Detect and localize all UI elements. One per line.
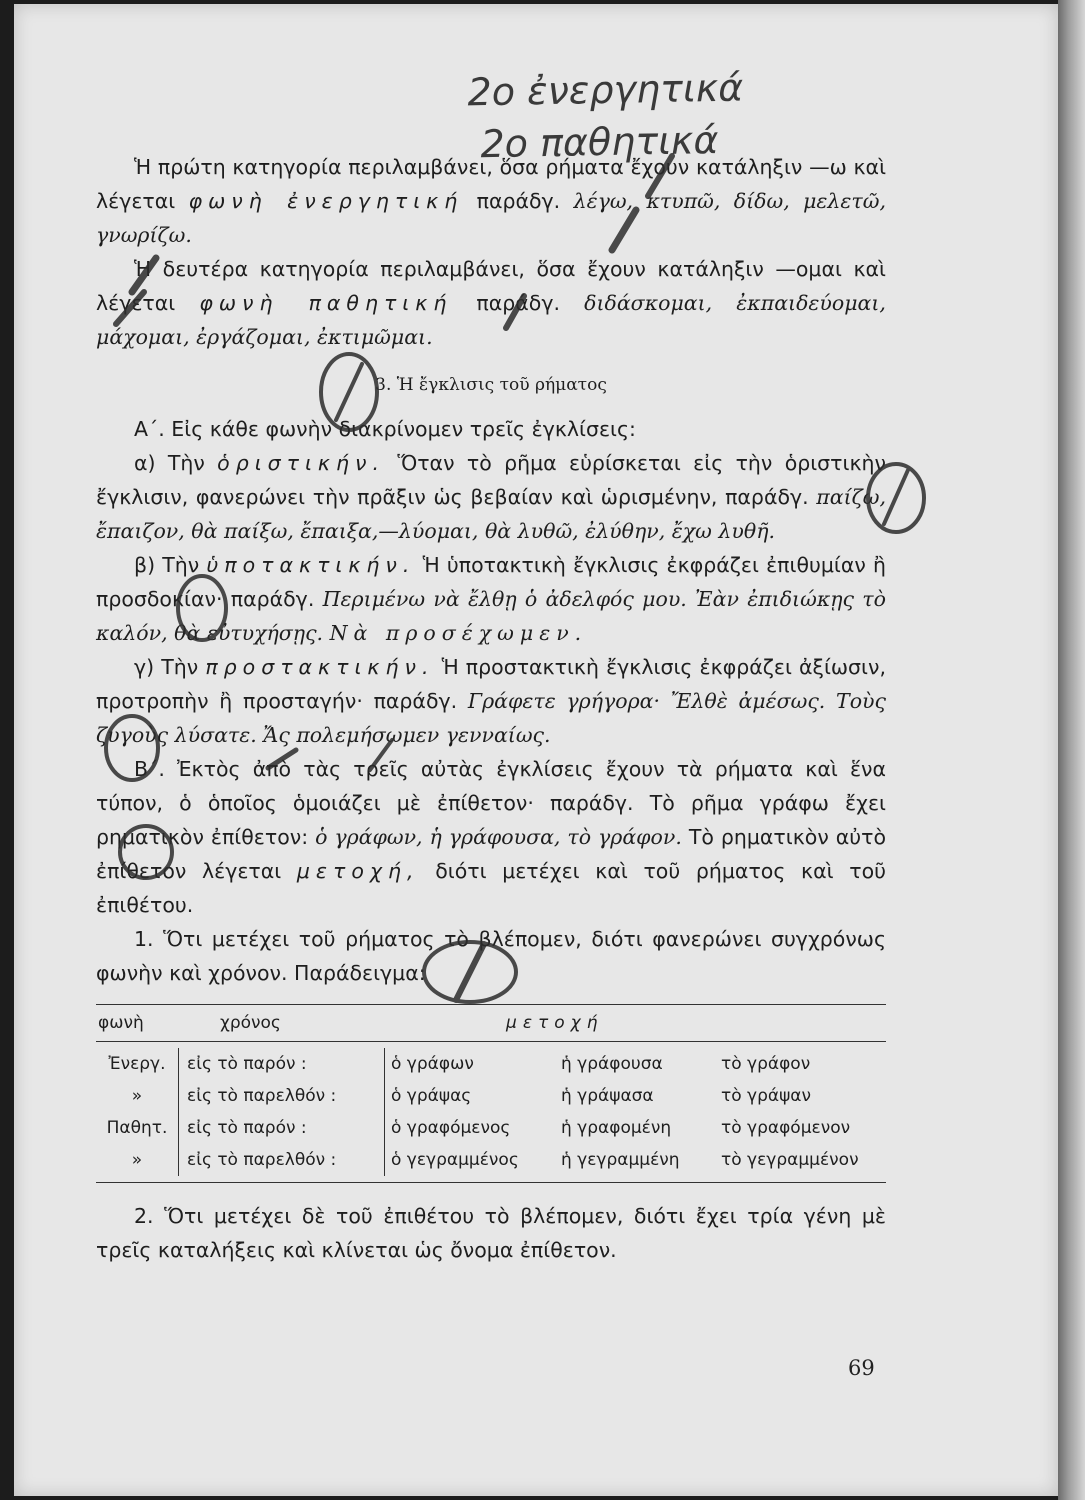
table-cell: εἰς τὸ παρελθόν : bbox=[187, 1150, 337, 1170]
participle-table bbox=[96, 1004, 886, 1183]
section-title: 3. Ἡ ἔγκλισις τοῦ ρήματος bbox=[375, 375, 607, 395]
mood-subjunctive: β) Τὴν ὑποτακτικήν. Ἡ ὑποτακτικὴ ἔγκλισις ἐκφράζει ἐπιθυμίαν ἢ προσδοκίαν· παράδγ. Περιμένω νὰ ἔλθῃ ὁ ἀδελφός μου. Ἐὰν ἐπιδιώκῃς τὸ καλόν, θὰ εὐτυχήσῃς. Νὰ προσέχωμεν. bbox=[96, 553, 886, 645]
point-2: 2. Ὅτι μετέχει δὲ τοῦ ἐπιθέτου τὸ βλέπομεν, διότι ἔχει τρία γένη μὲ τρεῖς καταλήξεις καὶ κλίνεται ὡς ὄνομα ἐπίθετον. bbox=[96, 1204, 886, 1262]
voice-column bbox=[96, 1048, 179, 1176]
table-row: ὁ γράψας ἡ γράψασα τὸ γράψαν bbox=[391, 1086, 812, 1106]
table-cell: εἰς τὸ παρελθόν : bbox=[187, 1086, 337, 1106]
term-indicative: ὁριστικήν. bbox=[217, 451, 385, 475]
section-b-text: Β΄. Ἐκτὸς ἀπὸ τὰς τρεῖς αὐτὰς ἐγκλίσεις ἔχουν τὰ ρήματα καὶ ἕνα τύπον, ὁ ὁποῖος ὁμοιάζει μὲ ἐπίθετον· παράδγ. Τὸ ρῆμα γράφω ἔχει ρηματικὸν ἐπίθετον: ὁ γράφων, ἡ γράφουσα, τὸ γράφον. Τὸ ρηματικὸν αὐτὸ ἐπίθετον λέγεται μετοχή, διότι μετέχει καὶ τοῦ ρήματος καὶ τοῦ ἐπιθέτου. bbox=[96, 757, 886, 917]
mood-indicative: α) Τὴν ὁριστικήν. Ὅταν τὸ ρῆμα εὑρίσκεται εἰς τὴν ὁριστικὴν ἔγκλισιν, φανερώνει τὴν πρᾶξιν ὡς βεβαίαν καὶ ὡρισμένην, παράδγ. παίζω, ἔπαιζον, θὰ παίξω, ἔπαιξα,—λύομαι, θὰ λυθῶ, ἐλύθην, ἔχω λυθῆ. bbox=[96, 451, 886, 543]
term-subjunctive: ὑποτακτικήν. bbox=[206, 553, 416, 577]
paragraph-passive-voice: Ἡ δευτέρα κατηγορία περιλαμβάνει, ὅσα ἔχουν κατάληξιν —ομαι καὶ λέγεται φωνὴ παθητική παράδγ. διδάσκομαι, ἐκπαιδεύομαι, μάχομαι, ἐργάζομαι, ἐκτιμῶμαι. bbox=[96, 257, 886, 349]
term-passive-voice: φωνὴ παθητική bbox=[199, 291, 453, 315]
table-row: ὁ γράφων ἡ γράφουσα τὸ γράφον bbox=[391, 1054, 811, 1074]
term-active-voice: φωνὴ ἐνεργητική bbox=[188, 189, 464, 213]
page-content bbox=[96, 150, 886, 1267]
participle-column bbox=[385, 1048, 885, 1176]
page-number: 69 bbox=[848, 1356, 875, 1380]
header-voice: φωνὴ bbox=[98, 1013, 144, 1033]
table-cell: εἰς τὸ παρόν : bbox=[187, 1118, 307, 1138]
table-header bbox=[96, 1005, 886, 1042]
header-tense: χρόνος bbox=[220, 1013, 281, 1033]
table-cell: » bbox=[131, 1086, 143, 1106]
table-cell: εἰς τὸ παρόν : bbox=[187, 1054, 307, 1074]
table-row: ὁ γραφόμενος ἡ γραφομένη τὸ γραφόμενον bbox=[391, 1118, 851, 1138]
table-row: ὁ γεγραμμένος ἡ γεγραμμένη τὸ γεγραμμένον bbox=[391, 1150, 859, 1170]
point-1: 1. Ὅτι μετέχει τοῦ ρήματος τὸ βλέπομεν, διότι φανερώνει συγχρόνως φωνὴν καὶ χρόνον. Παράδειγμα: bbox=[96, 927, 886, 985]
paragraph-active-voice: Ἡ πρώτη κατηγορία περιλαμβάνει, ὅσα ρήματα ἔχουν κατάληξιν —ω καὶ λέγεται φωνὴ ἐνεργητική παράδγ. λέγω, κτυπῶ, δίδω, μελετῶ, γνωρίζω. bbox=[96, 155, 886, 247]
table-cell: Ἐνεργ. bbox=[108, 1054, 166, 1074]
handwritten-line-2: 2ο παθητικά bbox=[480, 118, 719, 167]
term-imperative: προστακτικήν. bbox=[205, 655, 435, 679]
section-a-intro: Α΄. Εἰς κάθε φωνὴν διακρίνομεν τρεῖς ἐγκλίσεις: bbox=[134, 417, 636, 441]
term-participle: μετοχή, bbox=[296, 859, 420, 883]
tense-column bbox=[179, 1048, 385, 1176]
page-edge bbox=[1058, 0, 1085, 1500]
table-body bbox=[96, 1042, 886, 1182]
table-cell: Παθητ. bbox=[106, 1118, 168, 1138]
header-participle: μετοχή bbox=[506, 1013, 604, 1033]
handwritten-line-1: 2ο ἐνεργητικά bbox=[467, 65, 744, 115]
table-cell: » bbox=[131, 1150, 143, 1170]
mood-imperative: γ) Τὴν προστακτικήν. Ἡ προστακτικὴ ἔγκλισις ἐκφράζει ἀξίωσιν, προτροπὴν ἢ προσταγήν· παράδγ. Γράφετε γρήγορα· Ἔλθὲ ἀμέσως. Τοὺς ζυγοὺς λύσατε. Ἄς πολεμήσωμεν γενναίως. bbox=[96, 655, 886, 747]
